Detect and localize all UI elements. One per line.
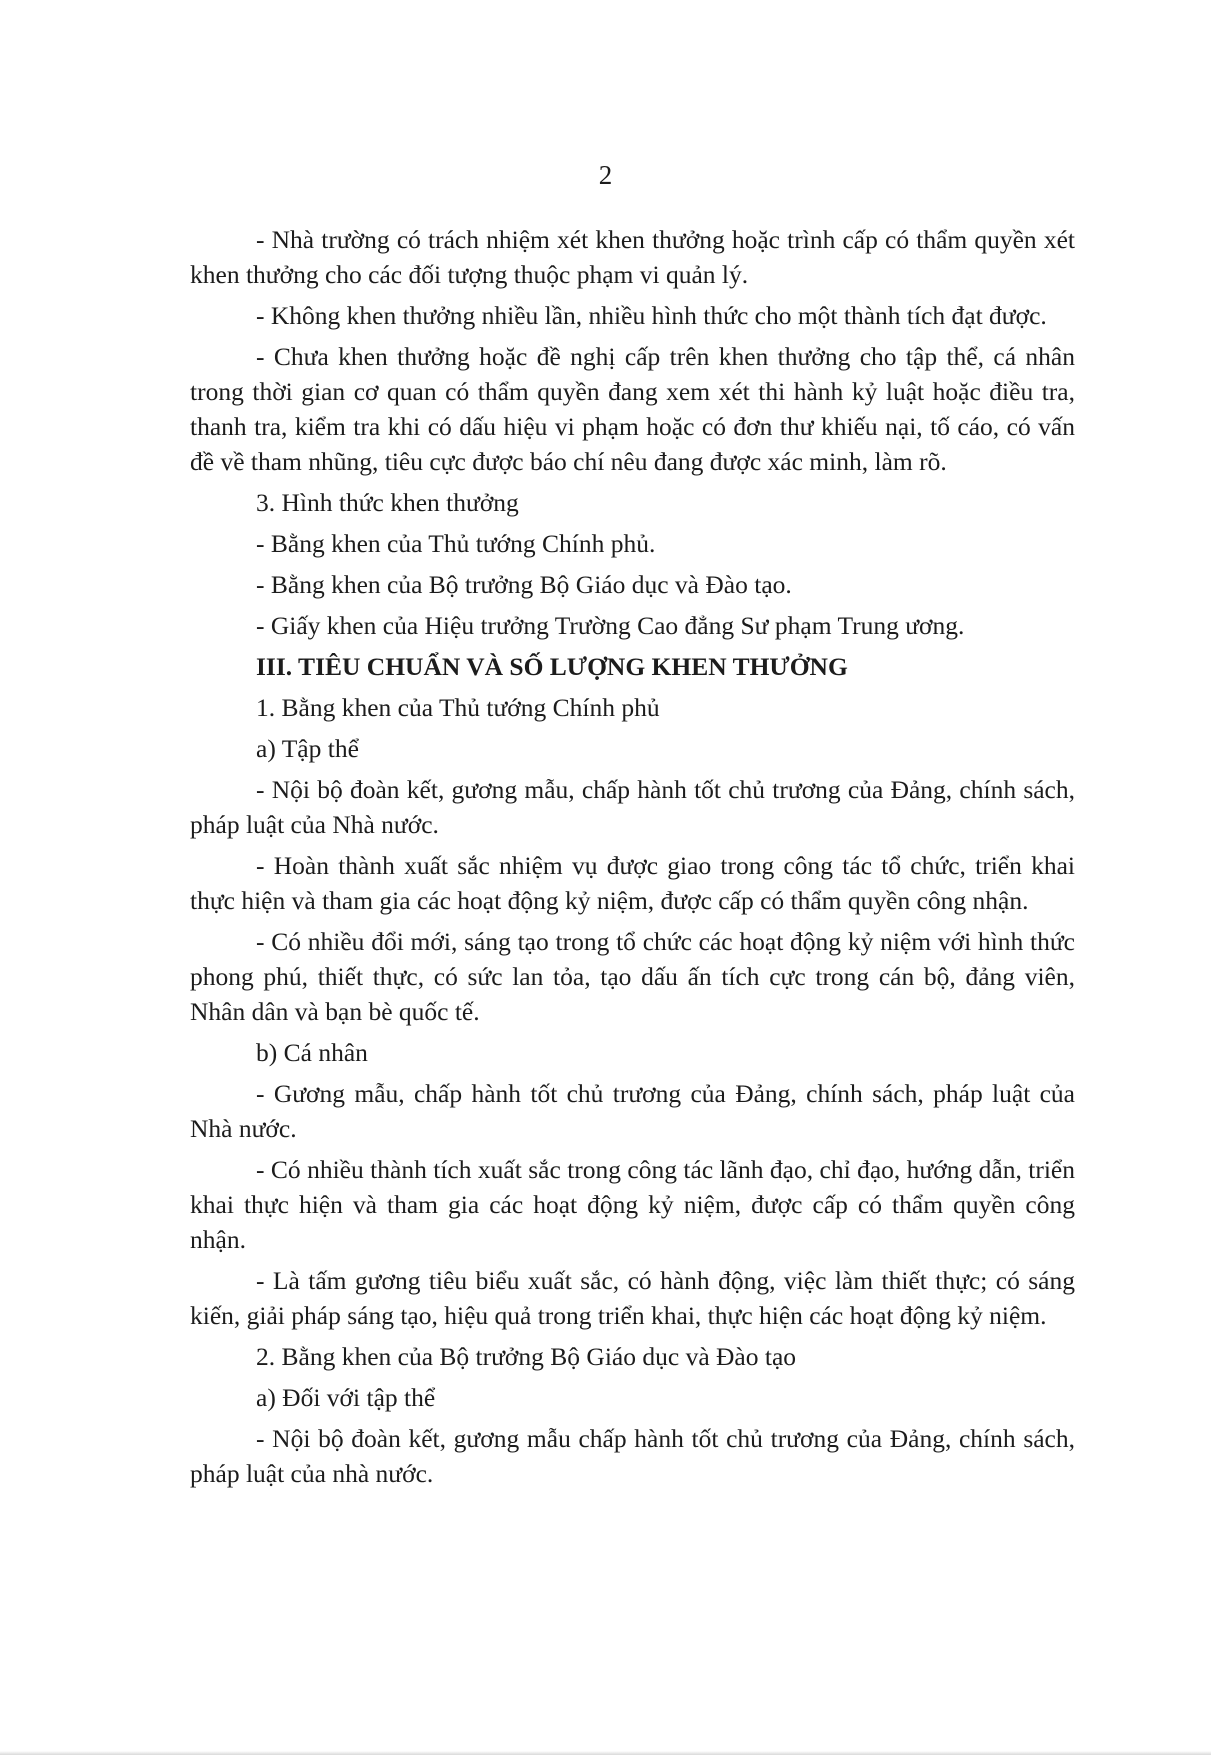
section-award-forms: 3. Hình thức khen thưởng xyxy=(256,488,519,517)
section-heading-criteria: III. TIÊU CHUẨN VÀ SỐ LƯỢNG KHEN THƯỞNG xyxy=(256,652,848,681)
paragraph-collective-innovation: - Có nhiều đổi mới, sáng tạo trong tổ chức các hoạt động kỷ niệm với hình thức phong phú, thiết thực, có sức lan tỏa, tạo dấu ấn tích cực trong cán bộ, đảng viên, Nhân dân và bạn bè quốc tế. xyxy=(190,927,1075,1026)
paragraph-individual-role-model: - Là tấm gương tiêu biểu xuất sắc, có hành động, việc làm thiết thực; có sáng kiến, giải pháp sáng tạo, hiệu quả trong triển khai, thực hiện các hoạt động kỷ niệm. xyxy=(190,1266,1075,1330)
subsection-for-collective: a) Đối với tập thể xyxy=(256,1383,436,1412)
paragraph-individual-achievement: - Có nhiều thành tích xuất sắc trong công tác lãnh đạo, chỉ đạo, hướng dẫn, triển khai thực hiện và tham gia các hoạt động kỷ niệm, được cấp có thẩm quyền công nhận. xyxy=(190,1155,1075,1254)
paragraph-collective-unity: - Nội bộ đoàn kết, gương mẫu, chấp hành tốt chủ trương của Đảng, chính sách, pháp luật của Nhà nước. xyxy=(190,775,1075,839)
paragraph-no-duplicate-award: - Không khen thưởng nhiều lần, nhiều hình thức cho một thành tích đạt được. xyxy=(256,301,1047,330)
paragraph-collective-task: - Hoàn thành xuất sắc nhiệm vụ được giao trong công tác tổ chức, triển khai thực hiện và tham gia các hoạt động kỷ niệm, được cấp có thẩm quyền công nhận. xyxy=(190,851,1075,915)
paragraph-school-responsibility: - Nhà trường có trách nhiệm xét khen thưởng hoặc trình cấp có thẩm quyền xét khen thưởng cho các đối tượng thuộc phạm vi quản lý. xyxy=(190,225,1075,289)
paragraph-award-suspension: - Chưa khen thưởng hoặc đề nghị cấp trên khen thưởng cho tập thể, cá nhân trong thời gian cơ quan có thẩm quyền đang xem xét thi hành kỷ luật hoặc điều tra, thanh tra, kiểm tra khi có dấu hiệu vi phạm hoặc có đơn thư khiếu nại, tố cáo, có vấn đề về tham nhũng, tiêu cực được báo chí nêu đang được xác minh, làm rõ. xyxy=(190,342,1075,476)
paragraph-minister-collective-unity: - Nội bộ đoàn kết, gương mẫu chấp hành tốt chủ trương của Đảng, chính sách, pháp luật của nhà nước. xyxy=(190,1424,1075,1488)
list-item-minister-merit: - Bằng khen của Bộ trưởng Bộ Giáo dục và Đào tạo. xyxy=(256,570,792,599)
subsection-minister-merit: 2. Bằng khen của Bộ trưởng Bộ Giáo dục và Đào tạo xyxy=(256,1342,797,1371)
page-number: 2 xyxy=(598,160,613,190)
subsection-individual: b) Cá nhân xyxy=(256,1038,368,1067)
subsection-prime-minister-merit: 1. Bằng khen của Thủ tướng Chính phủ xyxy=(256,693,660,722)
list-item-prime-minister-merit: - Bằng khen của Thủ tướng Chính phủ. xyxy=(256,529,656,558)
list-item-rector-certificate: - Giấy khen của Hiệu trưởng Trường Cao đẳng Sư phạm Trung ương. xyxy=(256,611,965,640)
document-body xyxy=(190,222,1075,1497)
scan-edge-shadow xyxy=(0,1751,1211,1755)
subsection-collective: a) Tập thể xyxy=(256,734,359,763)
paragraph-individual-exemplary: - Gương mẫu, chấp hành tốt chủ trương của Đảng, chính sách, pháp luật của Nhà nước. xyxy=(190,1079,1075,1143)
